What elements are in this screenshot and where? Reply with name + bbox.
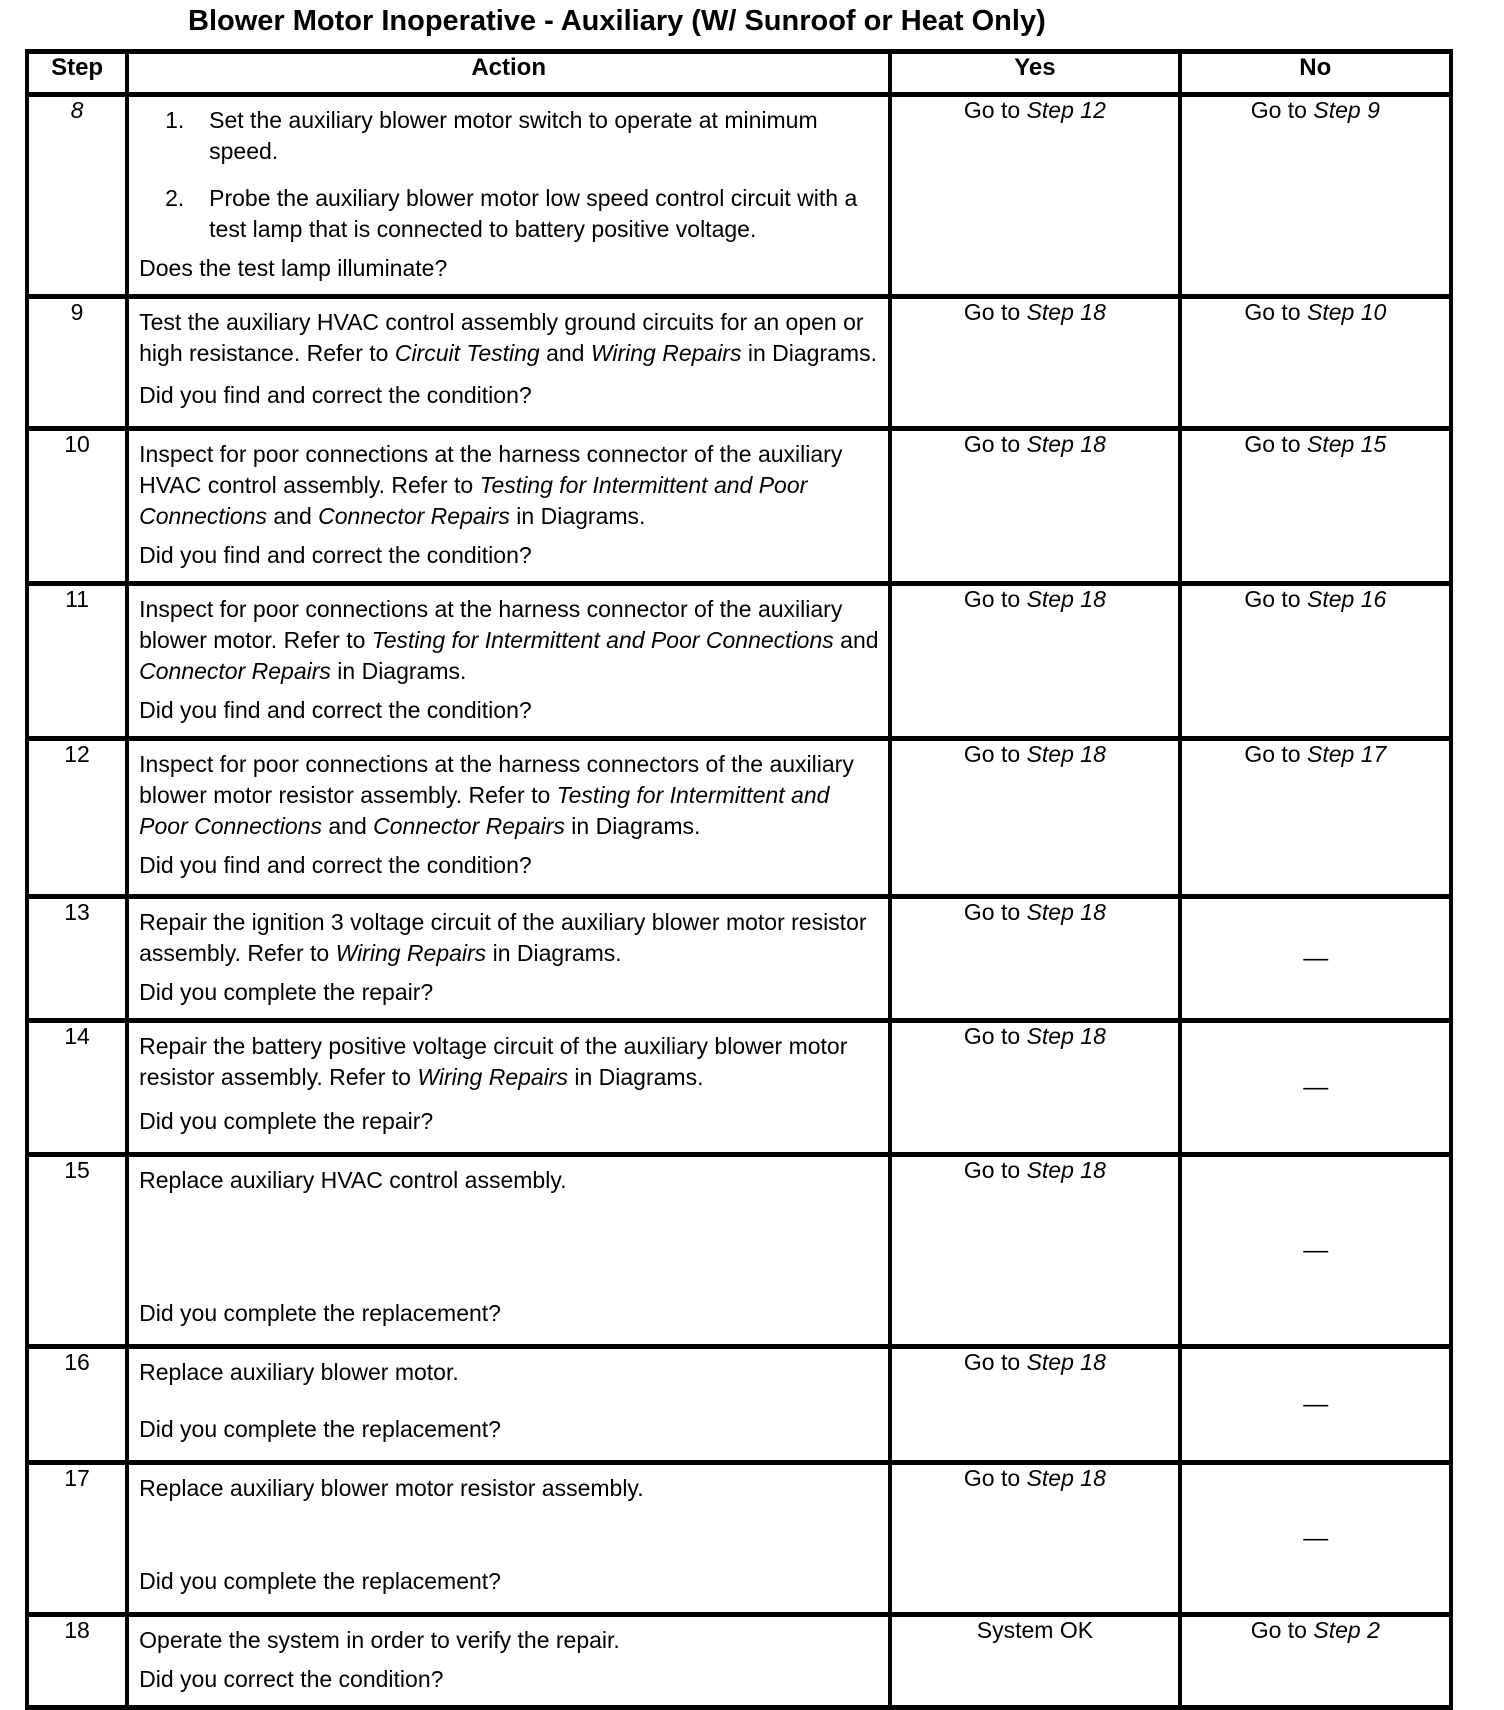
yes-text: Go to [963,97,1027,123]
step-number: 12 [64,741,90,767]
header-row [27,52,1451,95]
action-cell [127,739,890,897]
yes-value [892,1023,1177,1063]
action-cell [127,429,890,584]
yes-text: System OK [976,1617,1094,1643]
action-text: in Diagrams. [509,503,646,529]
no-cell [1180,739,1451,897]
yes-value [892,431,1177,471]
action-text: Inspect for poor connections at the harness connectors of the auxiliary blower motor resistor assembly. Refer to [139,751,854,808]
step-number: 9 [70,299,84,325]
yes-value [892,97,1177,137]
yes-value [892,1157,1177,1197]
action-cell [127,584,890,739]
no-cell-empty [1180,1155,1451,1347]
yes-value [892,1349,1177,1389]
action-cell [127,95,890,297]
action-text: Operate the system in order to verify the repair. [139,1627,620,1653]
yes-cell [890,584,1179,739]
table-row [27,297,1451,429]
table-row [27,584,1451,739]
action-description [139,749,880,842]
yes-cell [890,1155,1179,1347]
no-text: — [1303,1073,1328,1101]
action-description [139,907,880,969]
action-question: Did you complete the repair? [139,979,434,1005]
yes-reference: Step 18 [1026,1023,1106,1049]
action-text: Replace auxiliary HVAC control assembly. [139,1167,567,1193]
no-reference: Step 15 [1306,431,1387,457]
no-text: Go to [1250,97,1314,123]
action-text: in Diagrams. [567,1064,704,1090]
action-cell-content [129,741,888,891]
yes-text: Go to [963,899,1027,925]
action-cell [127,1155,890,1347]
yes-value [892,741,1177,781]
action-reference: Testing for Intermittent and Poor Connections [139,472,808,529]
table-row [27,1615,1451,1708]
action-reference: Wiring Repairs [417,1064,568,1090]
yes-cell [890,897,1179,1021]
action-cell-content [129,899,888,1018]
table-row [27,897,1451,1021]
table-row [27,1021,1451,1155]
no-cell-empty [1180,1021,1451,1155]
no-text: Go to [1250,1617,1314,1643]
step-number: 17 [64,1465,90,1491]
page-title: Blower Motor Inoperative - Auxiliary (W/ Sunroof or Heat Only) [188,5,1046,37]
step-number: 10 [64,431,90,457]
yes-cell [890,95,1179,297]
yes-cell [890,1021,1179,1155]
action-description [139,439,880,532]
step-number-cell [27,1155,127,1347]
step-number: 16 [64,1349,90,1375]
action-cell-content [129,1157,888,1339]
action-list-item [165,105,880,167]
no-value [1182,1617,1449,1657]
action-reference: Connector Repairs [139,658,331,684]
action-question: Did you find and correct the condition? [139,697,532,723]
yes-reference: Step 18 [1026,1349,1106,1375]
no-text: Go to [1244,431,1307,457]
yes-cell [890,429,1179,584]
action-question: Did you find and correct the condition? [139,382,532,408]
step-number: 18 [64,1617,90,1643]
step-number: 15 [64,1157,90,1183]
action-text: Probe the auxiliary blower motor low speed control circuit with a test lamp that is connected to battery positive voltage. [209,185,858,242]
yes-value [892,1617,1177,1657]
no-dash [1182,944,1449,973]
col-header-action: Action [127,52,890,95]
list-item-text [209,183,880,245]
step-number: 11 [65,586,90,612]
action-reference: Connector Repairs [318,503,510,529]
step-number-cell [27,429,127,584]
step-number: 8 [70,97,84,123]
action-description [139,1473,880,1504]
no-cell-empty [1180,1463,1451,1615]
yes-cell [890,1615,1179,1708]
no-reference: Step 9 [1313,97,1380,123]
action-description [139,594,880,687]
step-number: 14 [64,1023,90,1049]
yes-text: Go to [963,1349,1027,1375]
no-reference: Step 10 [1306,299,1387,325]
step-number-cell [27,1021,127,1155]
table-row [27,1155,1451,1347]
no-cell-empty [1180,1347,1451,1463]
no-text: — [1303,944,1328,972]
no-value [1182,97,1449,137]
yes-cell [890,739,1179,897]
no-value [1182,586,1449,626]
action-question: Did you complete the replacement? [139,1300,501,1326]
step-number-cell [27,1615,127,1708]
action-cell [127,1615,890,1708]
no-text: — [1303,1390,1328,1418]
action-text: Inspect for poor connections at the harness connector of the auxiliary HVAC control assembly. Refer to [139,441,843,498]
action-text: Inspect for poor connections at the harness connector of the auxiliary blower motor. Refer to [139,596,843,653]
no-cell-empty [1180,897,1451,1021]
table-row [27,1463,1451,1615]
action-cell-content [129,1617,888,1705]
action-text: and [321,813,374,839]
step-number: 13 [64,899,90,925]
action-cell [127,1021,890,1155]
action-reference: Wiring Repairs [335,940,487,966]
step-number-cell [27,1463,127,1615]
action-description [139,105,880,245]
no-dash [1182,1390,1449,1419]
yes-value [892,586,1177,626]
action-text: in Diagrams. [330,658,467,684]
action-reference: Wiring Repairs [590,340,742,366]
step-number-cell [27,1347,127,1463]
action-cell-content [129,97,888,294]
yes-value [892,899,1177,939]
list-item-number: 2. [165,185,185,211]
no-cell [1180,429,1451,584]
no-cell [1180,95,1451,297]
diagnostic-table [25,49,1453,1710]
yes-reference: Step 18 [1026,586,1106,612]
no-text: Go to [1244,741,1307,767]
action-list-item [165,183,880,245]
action-cell [127,897,890,1021]
action-text: Replace auxiliary blower motor resistor assembly. [139,1475,644,1501]
yes-reference: Step 18 [1026,1465,1106,1491]
step-number-cell [27,95,127,297]
yes-text: Go to [963,1023,1027,1049]
no-dash [1182,1524,1449,1553]
action-description [139,1625,880,1656]
action-reference: Testing for Intermittent and Poor Connections [139,782,830,839]
col-header-yes: Yes [890,52,1179,95]
action-text: Set the auxiliary blower motor switch to operate at minimum speed. [209,107,818,164]
yes-cell [890,1347,1179,1463]
action-cell [127,1347,890,1463]
no-value [1182,431,1449,471]
action-reference: Circuit Testing [394,340,540,366]
action-text: and [539,340,591,366]
action-cell-content [129,586,888,736]
action-cell-content [129,431,888,581]
yes-reference: Step 18 [1026,741,1106,767]
action-question: Did you find and correct the condition? [139,852,532,878]
no-value [1182,299,1449,339]
yes-value [892,1465,1177,1505]
action-cell [127,297,890,429]
yes-text: Go to [963,1157,1027,1183]
step-number-cell [27,584,127,739]
action-text: Repair the ignition 3 voltage circuit of the auxiliary blower motor resistor assembly. Refer to [139,909,867,966]
action-question: Did you complete the replacement? [139,1416,501,1442]
table-row [27,739,1451,897]
action-reference: Connector Repairs [373,813,565,839]
col-header-step: Step [27,52,127,95]
yes-text: Go to [963,586,1027,612]
step-number-cell [27,297,127,429]
list-item-number: 1. [165,107,185,133]
action-cell-content [129,299,888,421]
yes-reference: Step 18 [1026,299,1106,325]
yes-text: Go to [963,741,1027,767]
no-dash [1182,1236,1449,1265]
no-value [1182,741,1449,781]
action-cell-content [129,1465,888,1607]
yes-cell [890,297,1179,429]
yes-cell [890,1463,1179,1615]
table-body [27,95,1451,1708]
yes-text: Go to [963,431,1027,457]
no-cell [1180,584,1451,739]
no-text: — [1303,1236,1328,1264]
no-cell [1180,1615,1451,1708]
action-text: and [833,627,879,653]
action-text: Replace auxiliary blower motor. [139,1359,459,1385]
no-reference: Step 17 [1306,741,1387,767]
yes-reference: Step 18 [1026,1157,1106,1183]
action-question: Did you complete the replacement? [139,1568,501,1594]
yes-reference: Step 18 [1026,431,1106,457]
action-cell-content [129,1349,888,1455]
yes-reference: Step 18 [1026,899,1106,925]
yes-text: Go to [963,1465,1027,1491]
action-text: in Diagrams. [564,813,701,839]
action-text: in Diagrams. [486,940,622,966]
no-text: Go to [1244,586,1307,612]
action-text: Repair the battery positive voltage circuit of the auxiliary blower motor resistor assembly. Refer to [139,1033,848,1090]
action-cell [127,1463,890,1615]
step-number-cell [27,897,127,1021]
col-header-no: No [1180,52,1451,95]
action-question: Did you find and correct the condition? [139,542,532,568]
yes-text: Go to [963,299,1027,325]
action-question: Does the test lamp illuminate? [139,255,448,281]
action-description [139,1357,880,1388]
no-dash [1182,1073,1449,1102]
action-text: in Diagrams. [741,340,877,366]
no-text: — [1303,1524,1328,1552]
table-row [27,95,1451,297]
action-description [139,307,880,369]
no-cell [1180,297,1451,429]
action-description [139,1031,880,1093]
table-row [27,429,1451,584]
action-text: Test the auxiliary HVAC control assembly ground circuits for an open or high resistance. Refer to [139,309,864,366]
step-number-cell [27,739,127,897]
action-question: Did you complete the repair? [139,1108,434,1134]
table-row [27,1347,1451,1463]
action-description [139,1165,880,1196]
action-question: Did you correct the condition? [139,1666,444,1692]
action-cell-content [129,1023,888,1147]
yes-reference: Step 12 [1026,97,1106,123]
action-text: and [267,503,319,529]
action-reference: Testing for Intermittent and Poor Connections [371,627,834,653]
no-reference: Step 16 [1306,586,1387,612]
list-item-text [209,105,880,167]
no-text: Go to [1244,299,1307,325]
no-reference: Step 2 [1313,1617,1380,1643]
action-step-list [165,105,880,245]
yes-value [892,299,1177,339]
